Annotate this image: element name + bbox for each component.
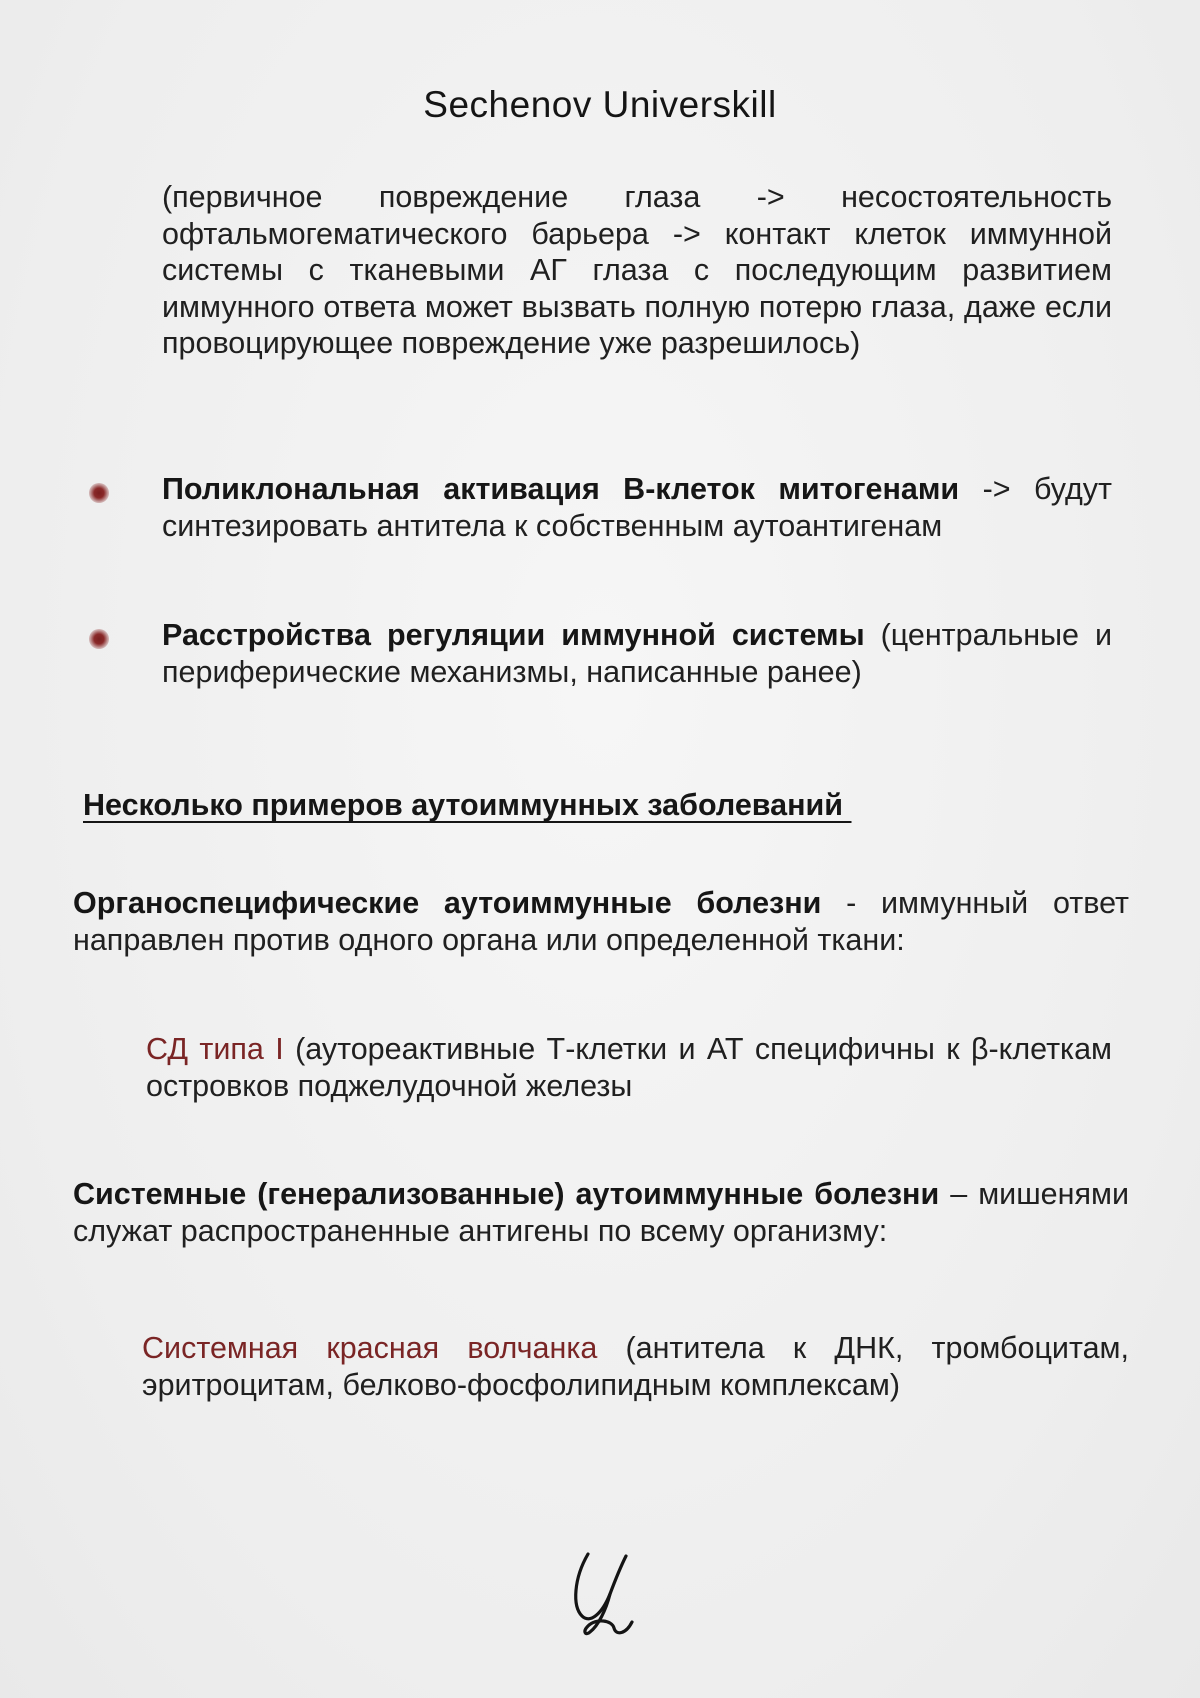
example-rest-diabetes: (аутореактивные Т-клетки и АТ специфичны к β-клеткам островков поджелудочной железы: [146, 1032, 1112, 1103]
bullet-dot-icon: [89, 629, 109, 649]
systemic-bold: Системные (генерализованные) аутоиммунные болезни: [73, 1177, 940, 1211]
systemic-example: [142, 1330, 1129, 1403]
systemic-paragraph: [73, 1176, 1129, 1249]
example-rest-lupus: (антитела к ДНК, тромбоцитам, эритроцитам, белково-фосфолипидным комплексам): [142, 1331, 1129, 1402]
example-name-lupus: Системная красная волчанка: [142, 1331, 598, 1365]
example-name-diabetes: СД типа I: [146, 1032, 284, 1066]
bullet-item-polyclonal: [162, 471, 1112, 544]
bullet-rest-text: (центральные и периферические механизмы, написанные ранее): [162, 618, 1112, 689]
bullet-rest-text: -> будут синтезировать антитела к собственным аутоантигенам: [162, 472, 1112, 543]
organ-specific-bold: Органоспецифические аутоиммунные болезни: [73, 886, 822, 920]
organ-specific-example: [146, 1031, 1112, 1104]
bullet-dot-icon: [89, 483, 109, 503]
section-heading: Несколько примеров аутоиммунных заболеваний: [83, 788, 852, 822]
intro-paragraph: (первичное повреждение глаза -> несостоятельность офтальмогематического барьера -> контакт клеток иммунной системы с тканевыми АГ глаза с последующим развитием иммунного ответа может вызвать полную потерю глаза, даже если провоцирующее повреждение уже разрешилось): [162, 180, 1112, 360]
page-header-title: Sechenov Universkill: [423, 84, 777, 125]
bullet-bold-text: Расстройства регуляции иммунной системы: [162, 618, 865, 652]
bullet-bold-text: Поликлональная активация В-клеток митогенами: [162, 472, 960, 506]
universkill-logo-icon: [560, 1548, 640, 1638]
organ-specific-rest: - иммунный ответ направлен против одного органа или определенной ткани:: [73, 886, 1129, 957]
systemic-rest: – мишенями служат распространенные антигены по всему организму:: [73, 1177, 1129, 1248]
organ-specific-paragraph: [73, 885, 1129, 958]
bullet-item-regulation: [162, 617, 1112, 690]
